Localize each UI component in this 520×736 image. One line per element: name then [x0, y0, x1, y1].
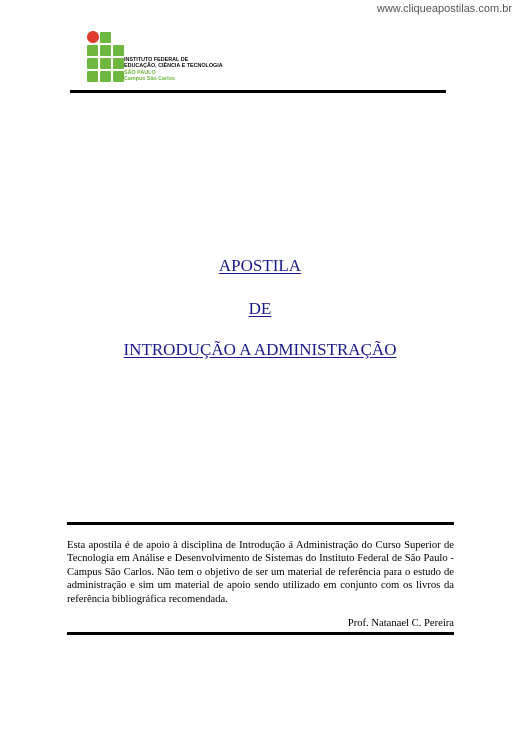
logo-line-3: SÃO PAULO — [124, 69, 156, 76]
abstract-text: Esta apostila é de apoio à disciplina de Introdução á Administração do Curso Superior de Tecnologia em Análise e Desenvolvimento de Sistemas do Instituto Federal de São Paulo - Campus São Carlos. Não tem o objetivo de ser um material de referência para o estudo de administração e sim um material de apoio sendo utilizado em conjunto com os livros da referência bibliográfica recomendada. — [67, 540, 454, 605]
title-line-3: INTRODUÇÃO A ADMINISTRAÇÃO — [123, 340, 397, 359]
header-rule — [70, 90, 446, 93]
abstract-rule-bottom — [67, 632, 454, 635]
logo-grid-icon — [86, 30, 126, 88]
title-line-2: DE — [248, 299, 272, 318]
logo-text — [124, 57, 223, 83]
institution-logo — [86, 30, 226, 88]
author-signature: Prof. Natanael C. Pereira — [347, 618, 454, 630]
logo-line-2: EDUCAÇÃO, CIÊNCIA E TECNOLOGIA — [124, 63, 223, 70]
logo-line-1: INSTITUTO FEDERAL DE — [124, 57, 189, 63]
watermark: www.cliqueapostilas.com.br — [376, 3, 512, 15]
title-line-1: APOSTILA — [218, 256, 302, 275]
abstract-box — [67, 522, 454, 635]
logo-line-4: Campus São Carlos — [124, 76, 175, 83]
abstract-rule-top — [67, 522, 454, 525]
